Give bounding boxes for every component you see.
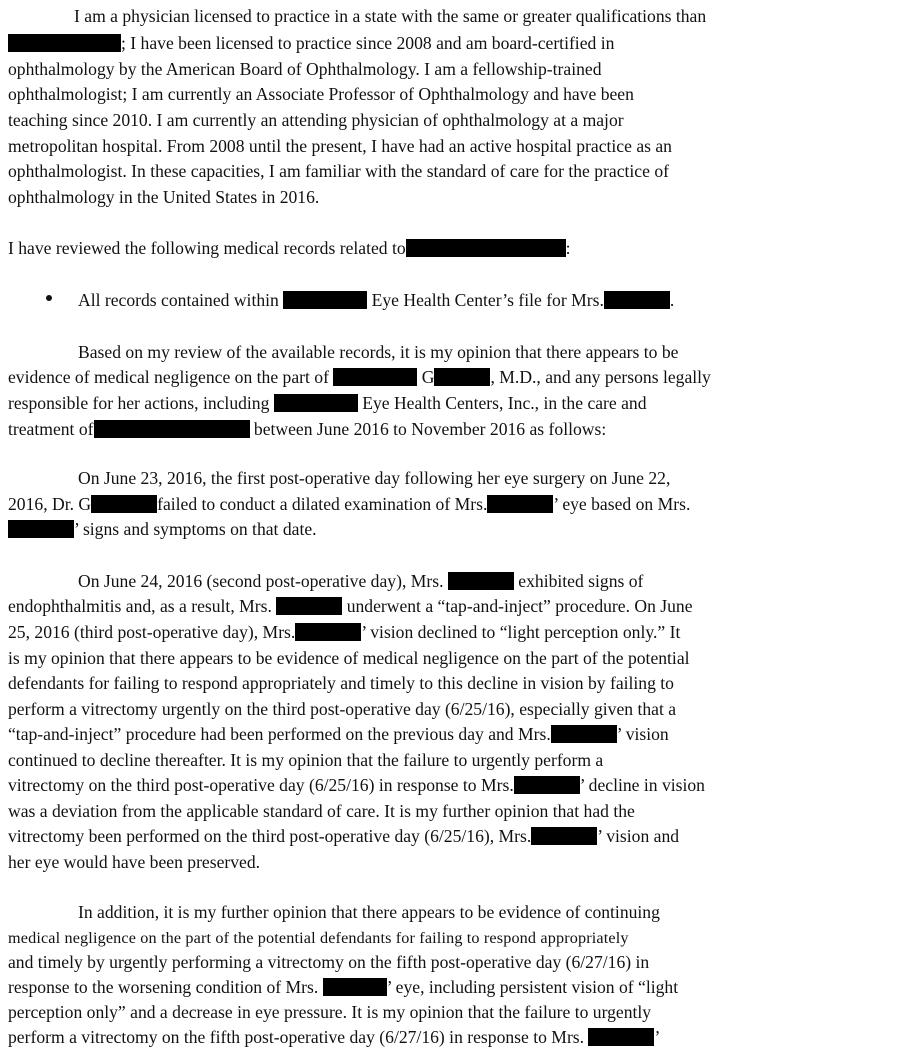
p5-line-4: is my opinion that there appears to be evidence of medical negligence on the part of the potential [8, 648, 690, 668]
p6-line-2: medical negligence on the part of the potential defendants for failing to respond appropriately [8, 929, 629, 947]
p5-line-1: On June 24, 2016 (second post-operative day), Mrs. exhibited signs of [78, 571, 644, 591]
p1-line-6: metropolitan hospital. From 2008 until the present, I have had an active hospital practice as an [8, 136, 672, 156]
records-list-item: All records contained within Eye Health Center’s file for Mrs. . [78, 290, 675, 310]
p6-line-1: In addition, it is my further opinion that there appears to be evidence of continuing [78, 902, 660, 922]
p1-line-2: ; I have been licensed to practice since 2008 and am board-certified in [8, 31, 614, 56]
p4-line-2: 2016, Dr. G failed to conduct a dilated examination of Mrs. ’ eye based on Mrs. [8, 494, 691, 514]
p1-line-5: teaching since 2010. I am currently an attending physician of ophthalmology at a major [8, 110, 624, 130]
p1-line-4: ophthalmologist; I am currently an Associate Professor of Ophthalmology and have been [8, 84, 634, 104]
p5-line-6: perform a vitrectomy urgently on the third post-operative day (6/25/16), especially given that a [8, 699, 677, 719]
redaction-block [91, 495, 157, 513]
p2-line-1: I have reviewed the following medical records related to : [8, 238, 571, 258]
p5-line-2: endophthalmitis and, as a result, Mrs. underwent a “tap-and-inject” procedure. On June [8, 596, 693, 616]
p4-line-1: On June 23, 2016, the first post-operative day following her eye surgery on June 22, [78, 468, 671, 488]
redaction-block [8, 520, 74, 538]
bullet-icon [46, 295, 52, 301]
redaction-block [8, 34, 121, 52]
p5-line-12: her eye would have been preserved. [8, 852, 261, 872]
p3-line-4: treatment of between June 2016 to November 2016 as follows: [8, 419, 607, 439]
p1-line-1: I am a physician licensed to practice in a state with the same or greater qualifications than [74, 6, 707, 26]
p6-line-3: and timely by urgently performing a vitrectomy on the fifth post-operative day (6/27/16) in [8, 952, 650, 972]
redaction-block [274, 394, 358, 412]
redaction-block [514, 776, 580, 794]
redaction-block [551, 725, 617, 743]
p6-line-5: perception only” and a decrease in eye pressure. It is my opinion that the failure to urgently [8, 1002, 652, 1022]
redaction-block [406, 239, 566, 257]
p6-line-6: perform a vitrectomy on the fifth post-operative day (6/27/16) in response to Mrs. ’ [8, 1027, 661, 1047]
p4-line-3: ’ signs and symptoms on that date. [8, 517, 317, 542]
redaction-block [604, 291, 670, 309]
p1-line-8: ophthalmology in the United States in 2016. [8, 187, 320, 207]
p3-line-1: Based on my review of the available records, it is my opinion that there appears to be [78, 342, 679, 362]
redaction-block [276, 597, 342, 615]
redaction-block [531, 827, 597, 845]
redaction-block [487, 495, 553, 513]
p3-line-2: evidence of medical negligence on the part of G , M.D., and any persons legally [8, 367, 711, 387]
p3-line-3: responsible for her actions, including Eye Health Centers, Inc., in the care and [8, 393, 647, 413]
p5-line-8: continued to decline thereafter. It is my opinion that the failure to urgently perform a [8, 750, 604, 770]
redaction-block [333, 368, 417, 386]
p5-line-10: was a deviation from the applicable standard of care. It is my further opinion that had the [8, 801, 635, 821]
p5-line-7: “tap-and-inject” procedure had been performed on the previous day and Mrs. ’ vision [8, 724, 669, 744]
p1-line-7: ophthalmologist. In these capacities, I am familiar with the standard of care for the practice of [8, 161, 669, 181]
p5-line-11: vitrectomy been performed on the third post-operative day (6/25/16), Mrs. ’ vision and [8, 826, 680, 846]
redaction-block [323, 978, 387, 996]
redaction-block [295, 623, 361, 641]
p5-line-5: defendants for failing to respond appropriately and timely to this decline in vision by failing to [8, 673, 674, 693]
redaction-block [283, 291, 367, 309]
redaction-block [94, 420, 250, 438]
redaction-block [588, 1028, 654, 1046]
p6-line-4: response to the worsening condition of Mrs. ’ eye, including persistent vision of “light [8, 977, 679, 997]
p1-line-3: ophthalmology by the American Board of Ophthalmology. I am a fellowship-trained [8, 59, 602, 79]
redaction-block [434, 368, 490, 386]
p5-line-9: vitrectomy on the third post-operative day (6/25/16) in response to Mrs. ’ decline in vision [8, 775, 705, 795]
p5-line-3: 25, 2016 (third post-operative day), Mrs. ’ vision declined to “light perception only.” It [8, 622, 681, 642]
redaction-block [448, 572, 514, 590]
